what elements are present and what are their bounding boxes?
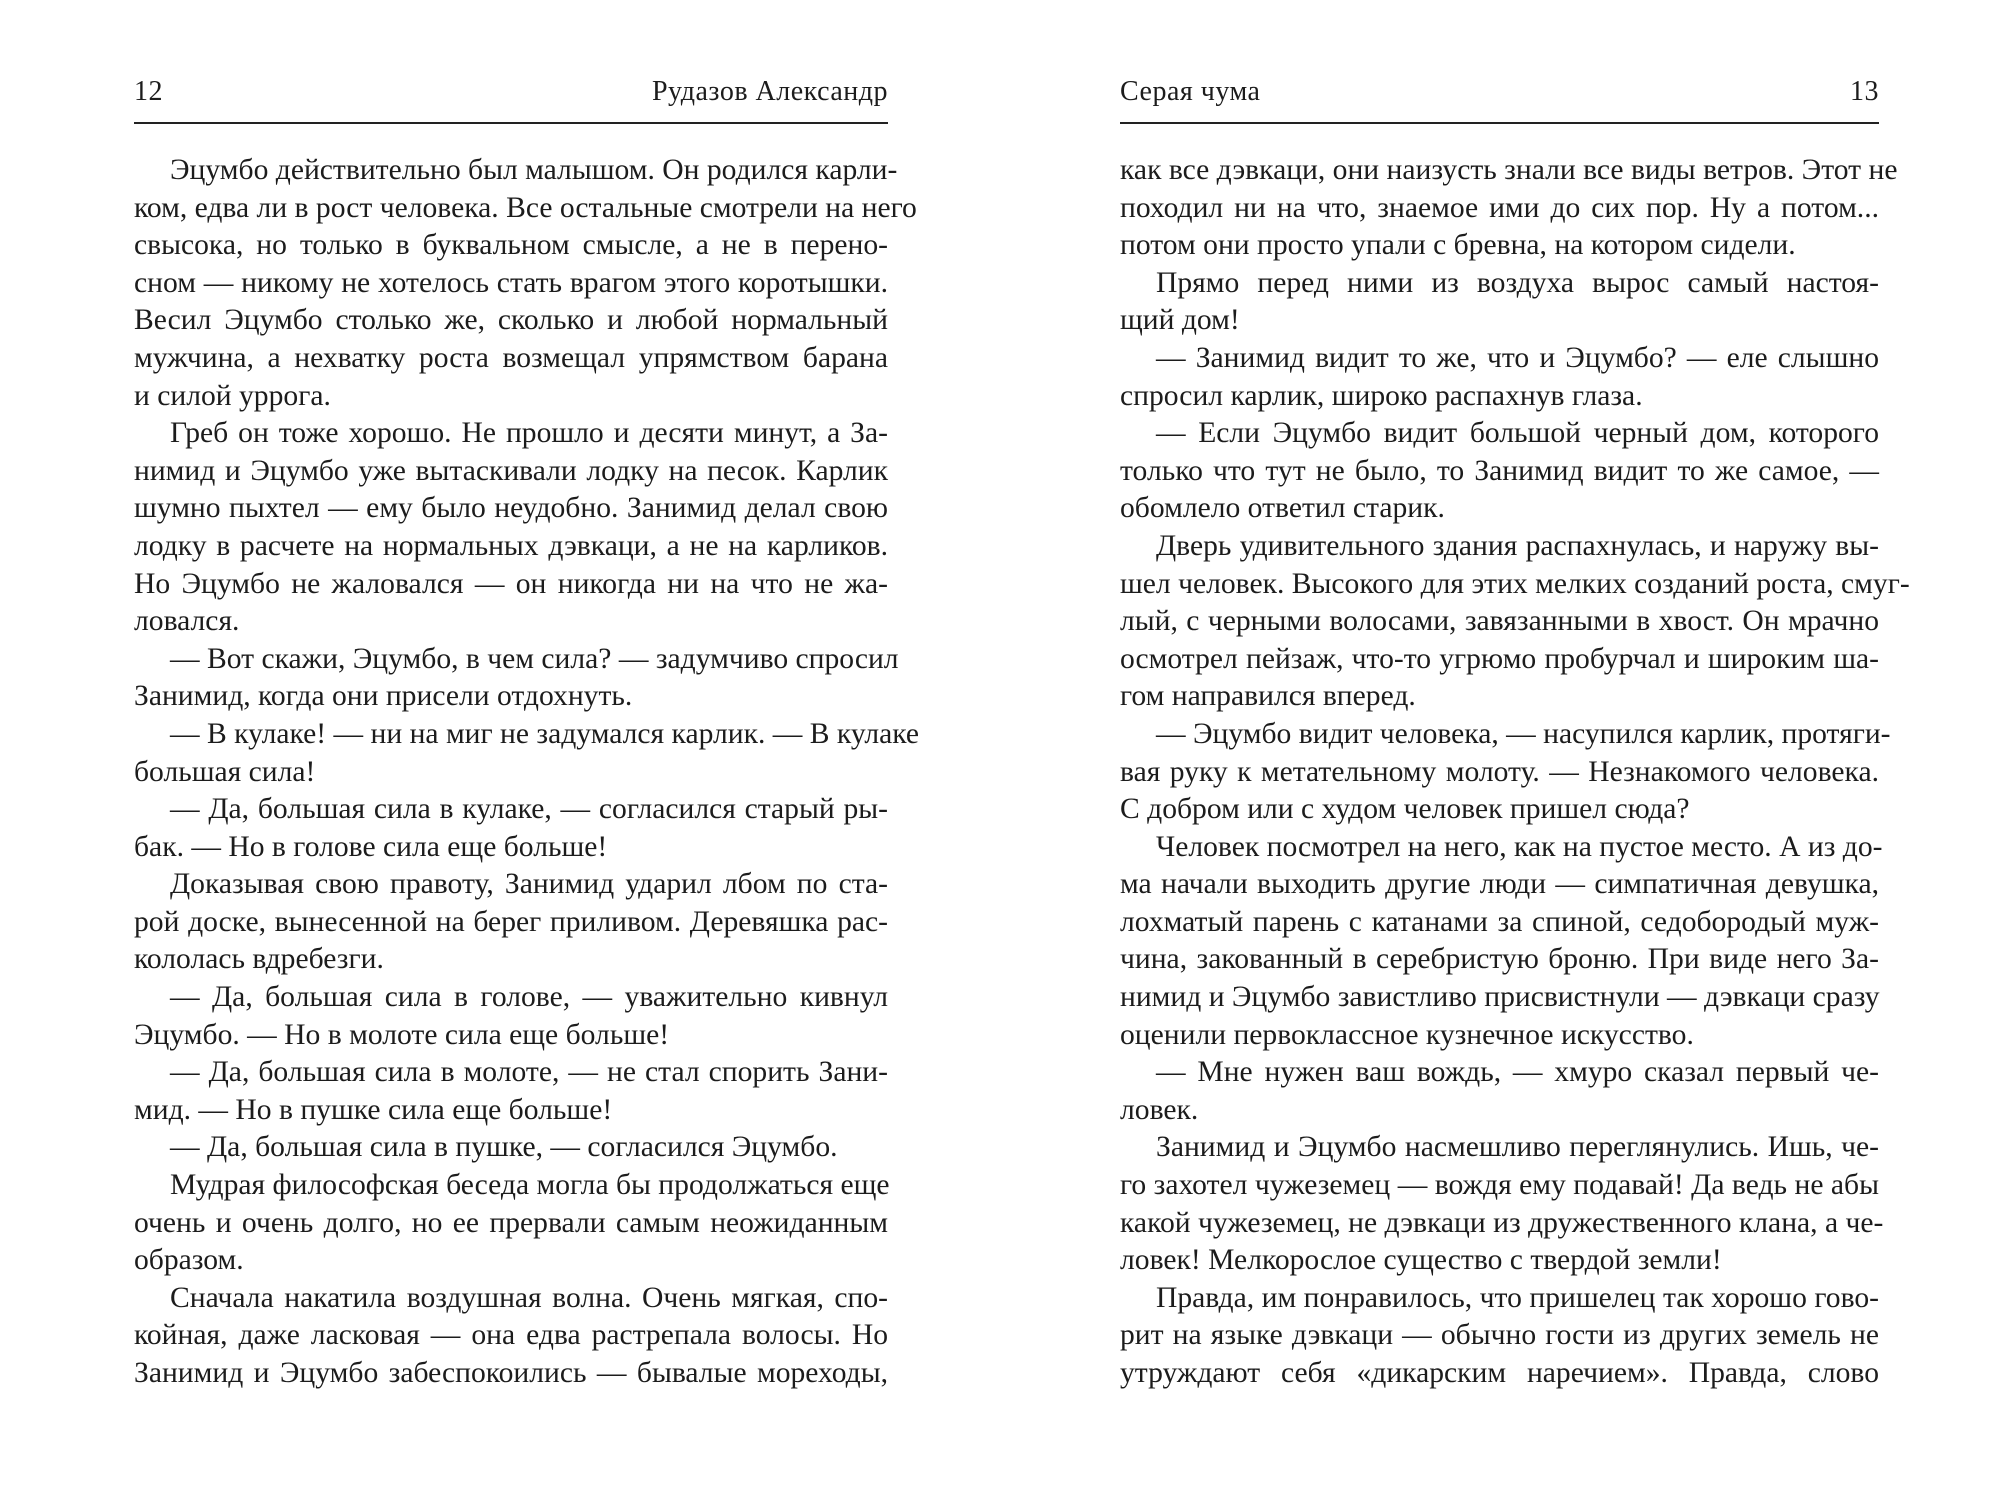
- text-line: спросил карлик, широко распахнув глаза.: [1120, 379, 1643, 412]
- text-line: очень и очень долго, но ее прервали самым неожиданным: [134, 1206, 888, 1239]
- text-line: Сначала накатила воздушная волна. Очень мягкая, спо-: [170, 1281, 888, 1314]
- text-line: — Если Эцумбо видит большой черный дом, которого: [1156, 417, 1879, 450]
- text-line: свысока, но только в буквальном смысле, а не в перено-: [134, 229, 888, 262]
- right-page: [1120, 0, 1910, 1509]
- text-line: — Да, большая сила в голове, — уважительно кивнул: [170, 981, 888, 1014]
- text-line: лый, с черными волосами, завязанными в хвост. Он мрачно: [1120, 605, 1879, 638]
- text-line: и силой уррога.: [134, 379, 331, 412]
- text-line: оценили первоклассное кузнечное искусство.: [1120, 1018, 1694, 1051]
- text-line: кололась вдребезги.: [134, 943, 384, 976]
- left-running-head: Рудазов Александр: [651, 76, 888, 107]
- text-line: рой доске, вынесенной на берег приливом. Деревяшка рас-: [134, 905, 888, 938]
- text-line: утруждают себя «дикарским наречием». Правда, слово: [1120, 1357, 1879, 1389]
- text-line: образом.: [134, 1244, 244, 1277]
- text-line: как все дэвкаци, они наизусть знали все виды ветров. Этот не: [1120, 154, 1898, 186]
- left-page: [134, 0, 920, 1509]
- text-line: мид. — Но в пушке сила еще больше!: [134, 1093, 613, 1126]
- text-line: Но Эцумбо не жаловался — он никогда ни на что не жа-: [134, 567, 888, 600]
- left-header-rule: [134, 122, 888, 124]
- text-line: осмотрел пейзаж, что-то угрюмо пробурчал и широким ша-: [1120, 642, 1879, 675]
- text-line: Весил Эцумбо столько же, сколько и любой нормальный: [134, 304, 888, 337]
- text-line: только что тут не было, то Занимид видит то же самое, —: [1120, 454, 1879, 487]
- text-line: чина, закованный в серебристую броню. При виде него За-: [1120, 943, 1879, 976]
- right-running-head: Серая чума: [1120, 76, 1261, 107]
- text-line: обомлело ответил старик.: [1120, 492, 1445, 525]
- right-page-number: 13: [1850, 76, 1879, 107]
- right-page-text: [1120, 152, 1910, 1393]
- text-line: Прямо перед ними из воздуха вырос самый настоя-: [1156, 266, 1879, 299]
- text-line: — Да, большая сила в пушке, — согласился Эцумбо.: [170, 1131, 838, 1164]
- text-line: рит на языке дэвкаци — обычно гости из других земель не: [1120, 1319, 1879, 1352]
- text-line: большая сила!: [134, 755, 316, 788]
- text-line: ком, едва ли в рост человека. Все остальные смотрели на него: [134, 191, 917, 224]
- text-line: щий дом!: [1120, 304, 1240, 337]
- text-line: нимид и Эцумбо уже вытаскивали лодку на песок. Карлик: [134, 454, 888, 487]
- text-line: ма начали выходить другие люди — симпатичная девушка,: [1120, 868, 1879, 901]
- text-line: — В кулаке! — ни на миг не задумался карлик. — В кулаке: [170, 717, 920, 750]
- text-line: гом направился вперед.: [1120, 680, 1416, 713]
- text-line: мужчина, а нехватку роста возмещал упрямством барана: [134, 341, 888, 374]
- text-line: — Занимид видит то же, что и Эцумбо? — еле слышно: [1156, 341, 1879, 374]
- text-line: шел человек. Высокого для этих мелких созданий роста, смуг-: [1120, 567, 1910, 600]
- text-line: ловек.: [1120, 1093, 1199, 1126]
- left-page-text: [134, 152, 920, 1393]
- text-line: Эцумбо действительно был малышом. Он родился карли-: [170, 154, 898, 186]
- text-line: — Мне нужен ваш вождь, — хмуро сказал первый че-: [1156, 1056, 1879, 1089]
- right-page-header: [1120, 72, 1879, 116]
- text-line: бак. — Но в голове сила еще больше!: [134, 830, 608, 863]
- text-line: Человек посмотрел на него, как на пустое место. А из до-: [1156, 830, 1883, 863]
- text-line: Доказывая свою правоту, Занимид ударил лбом по ста-: [170, 868, 888, 901]
- text-line: — Да, большая сила в молоте, — не стал спорить Зани-: [170, 1056, 888, 1089]
- text-line: шумно пыхтел — ему было неудобно. Занимид делал свою: [134, 492, 888, 525]
- text-line: сном — никому не хотелось стать врагом этого коротышки.: [134, 266, 888, 299]
- text-line: — Эцумбо видит человека, — насупился карлик, протяги-: [1156, 717, 1891, 750]
- text-line: Занимид, когда они присели отдохнуть.: [134, 680, 633, 713]
- text-line: Дверь удивительного здания распахнулась, и наружу вы-: [1156, 529, 1879, 562]
- text-line: лодку в расчете на нормальных дэвкаци, а не на карликов.: [134, 529, 888, 562]
- left-page-number: 12: [134, 76, 163, 107]
- text-line: ловался.: [134, 605, 240, 638]
- text-line: ловек! Мелкорослое существо с твердой земли!: [1120, 1244, 1722, 1277]
- text-line: С добром или с худом человек пришел сюда?: [1120, 793, 1690, 826]
- text-line: какой чужеземец, не дэвкаци из дружественного клана, а че-: [1120, 1206, 1884, 1239]
- text-line: Занимид и Эцумбо насмешливо переглянулись. Ишь, че-: [1156, 1131, 1879, 1164]
- text-line: — Да, большая сила в кулаке, — согласился старый ры-: [170, 793, 888, 826]
- text-line: Мудрая философская беседа могла бы продолжаться еще: [170, 1169, 890, 1202]
- text-line: Правда, им понравилось, что пришелец так хорошо гово-: [1156, 1281, 1879, 1314]
- text-line: го захотел чужеземец — вождя ему подавай! Да ведь не абы: [1120, 1169, 1879, 1202]
- text-line: Греб он тоже хорошо. Не прошло и десяти минут, а За-: [170, 417, 888, 450]
- text-line: потом они просто упали с бревна, на котором сидели.: [1120, 229, 1796, 262]
- text-line: походил ни на что, знаемое ими до сих пор. Ну а потом...: [1120, 191, 1879, 224]
- text-line: вая руку к метательному молоту. — Незнакомого человека.: [1120, 755, 1879, 788]
- right-header-rule: [1120, 122, 1879, 124]
- text-line: — Вот скажи, Эцумбо, в чем сила? — задумчиво спросил: [170, 642, 899, 675]
- text-line: Эцумбо. — Но в молоте сила еще больше!: [134, 1018, 670, 1051]
- text-line: лохматый парень с катанами за спиной, седобородый муж-: [1120, 905, 1879, 938]
- text-line: нимид и Эцумбо завистливо присвистнули — дэвкаци сразу: [1120, 981, 1880, 1014]
- text-line: койная, даже ласковая — она едва растрепала волосы. Но: [134, 1319, 888, 1352]
- left-page-header: [134, 72, 888, 116]
- text-line: Занимид и Эцумбо забеспокоились — бывалые мореходы,: [134, 1357, 888, 1389]
